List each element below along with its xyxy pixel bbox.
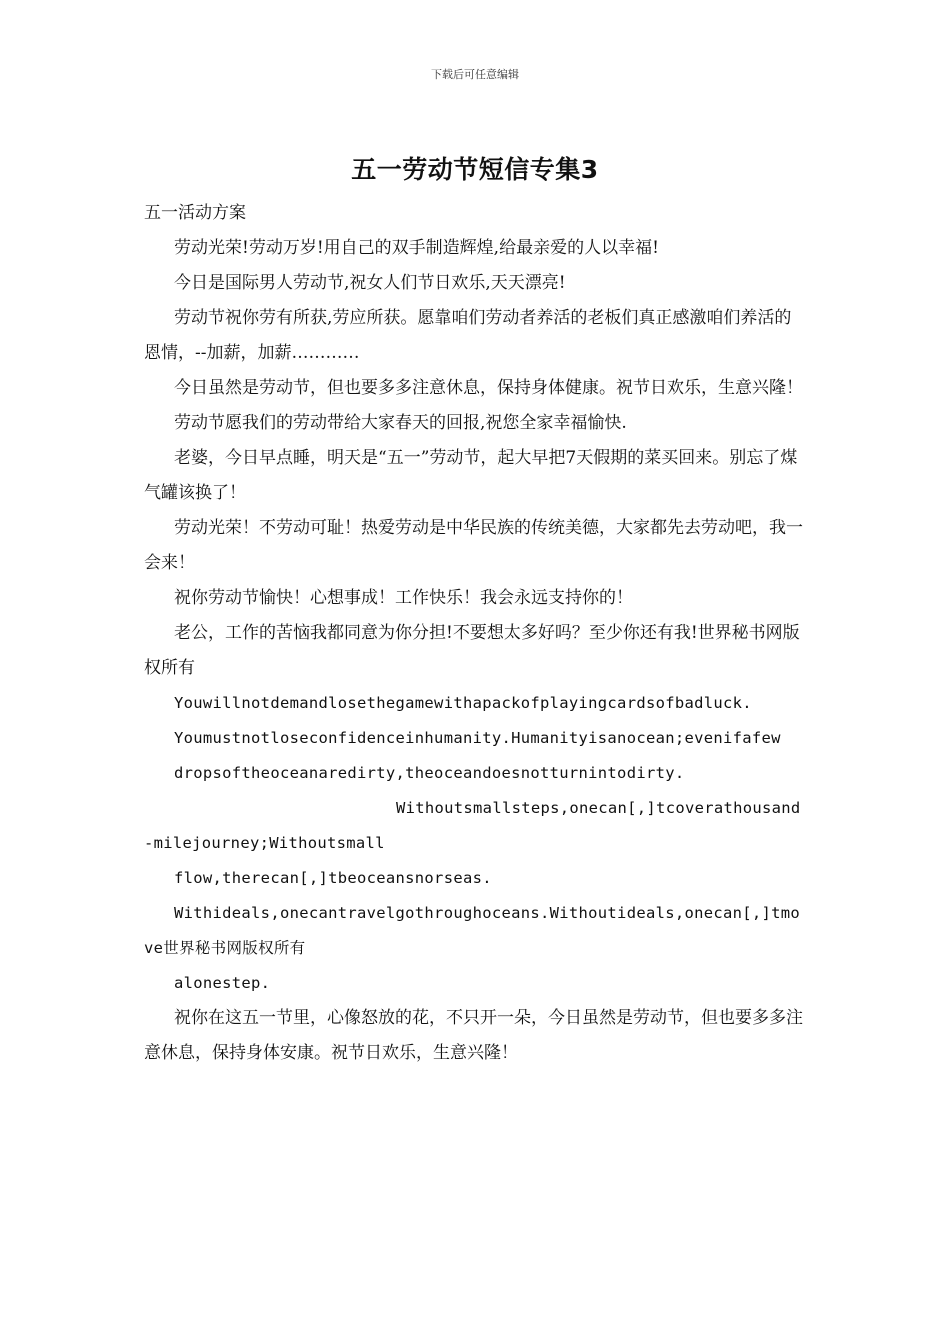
- english-paragraph: alonestep.: [174, 974, 271, 992]
- document-title: 五一劳动节短信专集3: [351, 155, 599, 184]
- document-body: [144, 196, 808, 1071]
- message-paragraph: 劳动节祝你劳有所获,劳应所获。愿靠咱们劳动者养活的老板们真正感激咱们养活的恩情，--加薪，加薪…………: [144, 308, 792, 363]
- english-paragraph: flow,therecan[,]tbeoceansnorseas.: [174, 869, 492, 887]
- message-paragraph: 老公，工作的苦恼我都同意为你分担!不要想太多好吗？至少你还有我!世界秘书网版权所有: [144, 623, 800, 678]
- english-paragraph: Withoutsmallsteps,onecan[,]tcoverathousand-milejourney;Withoutsmall: [144, 799, 801, 852]
- english-paragraph: Youmustnotloseconfidenceinhumanity.Humanityisanocean;evenifafew: [174, 729, 781, 747]
- message-paragraph: 今日虽然是劳动节，但也要多多注意休息，保持身体健康。祝节日欢乐，生意兴隆！: [174, 378, 803, 398]
- message-paragraph: 祝你劳动节愉快！心想事成！工作快乐！我会永远支持你的！: [174, 588, 633, 608]
- message-paragraph: 祝你在这五一节里，心像怒放的花，不只开一朵，今日虽然是劳动节，但也要多多注意休息，保持身体安康。祝节日欢乐，生意兴隆！: [144, 1008, 803, 1063]
- message-paragraph: 劳动光荣！不劳动可耻！热爱劳动是中华民族的传统美德，大家都先去劳动吧，我一会来！: [144, 518, 803, 573]
- page-header-note: 下载后可任意编辑: [431, 68, 519, 81]
- english-paragraph: Youwillnotdemandlosethegamewithapackofplayingcardsofbadluck.: [174, 694, 752, 712]
- section-heading: 五一活动方案: [144, 203, 246, 223]
- message-paragraph: 老婆，今日早点睡，明天是“五一”劳动节，起大早把7天假期的菜买回来。别忘了煤气罐该换了！: [144, 448, 798, 503]
- english-paragraph: Withideals,onecantravelgothroughoceans.Withoutideals,onecan[,]tmove世界秘书网版权所有: [144, 904, 801, 957]
- english-paragraph: dropsoftheoceanaredirty,theoceandoesnotturnintodirty.: [174, 764, 685, 782]
- message-paragraph: 劳动光荣!劳动万岁!用自己的双手制造辉煌,给最亲爱的人以幸福!: [174, 238, 659, 258]
- message-paragraph: 今日是国际男人劳动节,祝女人们节日欢乐,天天漂亮!: [174, 273, 566, 293]
- message-paragraph: 劳动节愿我们的劳动带给大家春天的回报,祝您全家幸福愉快.: [174, 413, 627, 433]
